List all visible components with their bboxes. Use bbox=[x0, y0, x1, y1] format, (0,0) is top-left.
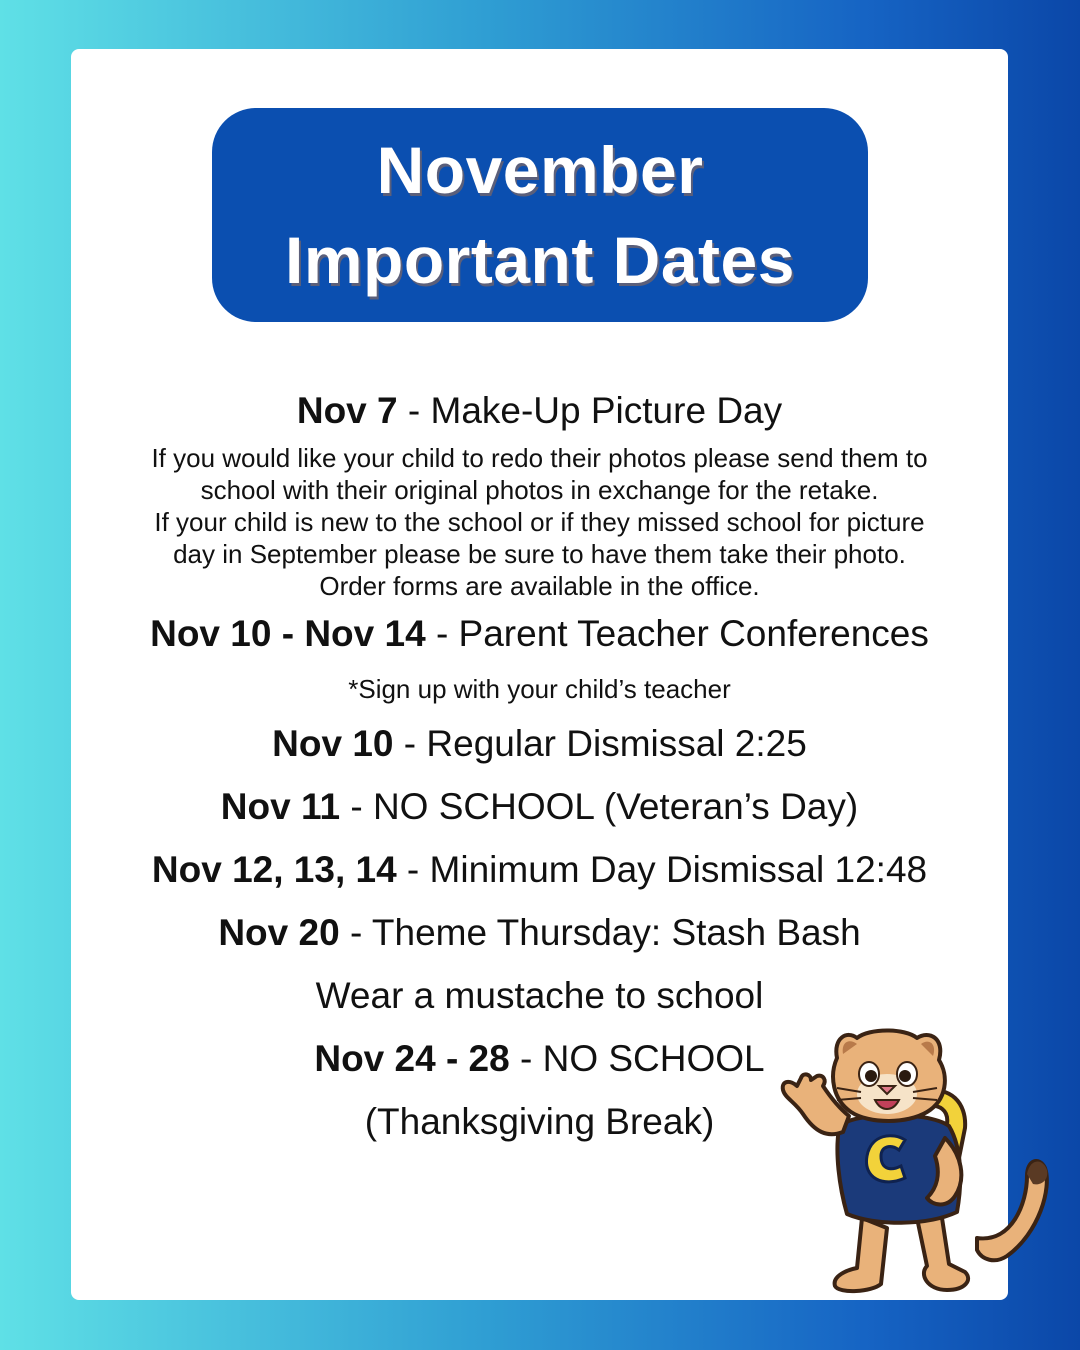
event-conferences bbox=[71, 611, 1008, 657]
event-date: Nov 24 - 28 bbox=[314, 1038, 510, 1079]
event-picture-day bbox=[71, 388, 1008, 434]
event-description: - NO SCHOOL bbox=[509, 1038, 765, 1079]
event-date: Nov 20 bbox=[218, 912, 340, 953]
event-date: Nov 10 - Nov 14 bbox=[150, 613, 426, 654]
event-description: - Make-Up Picture Day bbox=[397, 390, 783, 431]
event-date: Nov 10 bbox=[272, 723, 394, 764]
event-description: - Minimum Day Dismissal 12:48 bbox=[396, 849, 928, 890]
event-veterans-day bbox=[71, 784, 1008, 830]
event-regular-dismissal bbox=[71, 721, 1008, 767]
event-description: - Theme Thursday: Stash Bash bbox=[339, 912, 861, 953]
event-date: Nov 11 bbox=[220, 786, 341, 827]
title-banner bbox=[212, 108, 868, 322]
event-description: - NO SCHOOL (Veteran’s Day) bbox=[340, 786, 859, 827]
picture-day-note-1: If you would like your child to redo their photos please send them to bbox=[151, 443, 928, 473]
picture-day-note-5: Order forms are available in the office. bbox=[319, 571, 760, 601]
cougar-mascot-icon bbox=[777, 1028, 1052, 1296]
picture-day-note-3: If your child is new to the school or if they missed school for picture bbox=[154, 507, 925, 537]
conference-note: *Sign up with your child’s teacher bbox=[348, 674, 731, 704]
event-date: Nov 7 bbox=[296, 390, 398, 431]
event-date: Nov 12, 13, 14 bbox=[151, 849, 397, 890]
theme-note: Wear a mustache to school bbox=[315, 975, 764, 1016]
event-minimum-day bbox=[71, 847, 1008, 893]
picture-day-note-4: day in September please be sure to have them take their photo. bbox=[173, 539, 906, 569]
event-theme-thursday bbox=[71, 910, 1008, 956]
title-line-2: Important Dates bbox=[285, 223, 795, 297]
event-description: - Regular Dismissal 2:25 bbox=[393, 723, 807, 764]
thanksgiving-note: (Thanksgiving Break) bbox=[364, 1101, 715, 1142]
title-line-1: November bbox=[376, 133, 704, 207]
picture-day-note-2: school with their original photos in exchange for the retake. bbox=[200, 475, 879, 505]
event-description: - Parent Teacher Conferences bbox=[425, 613, 929, 654]
